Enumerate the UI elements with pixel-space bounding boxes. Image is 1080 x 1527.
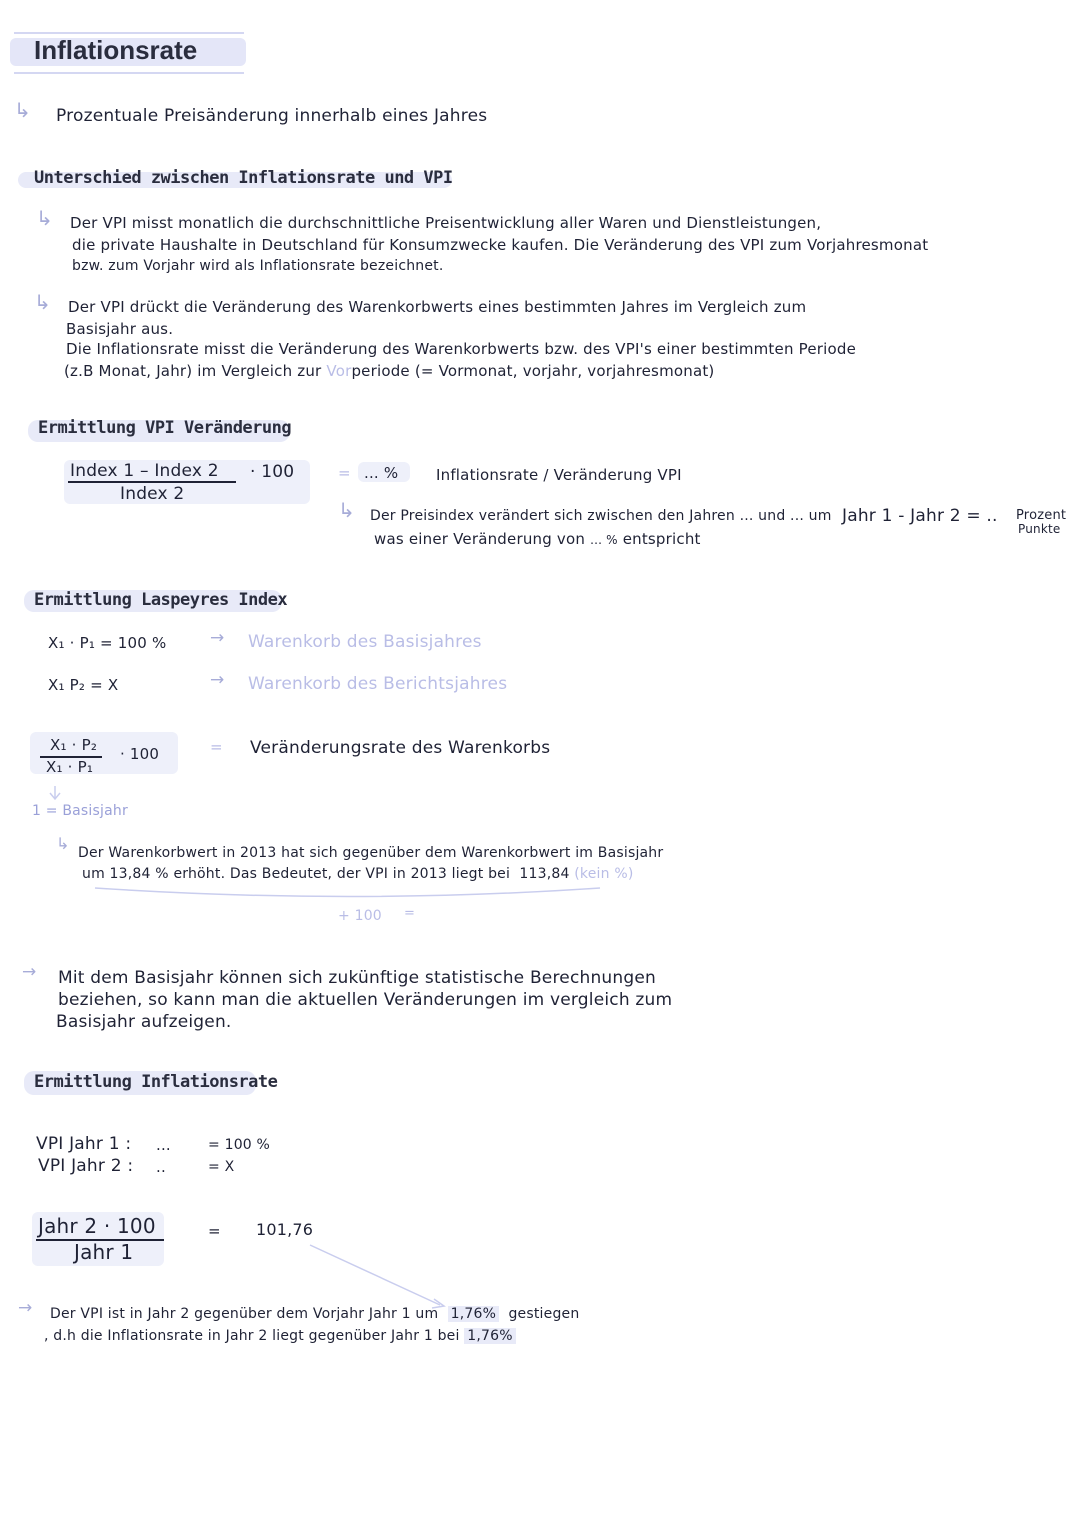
vpi-fraction-line xyxy=(68,481,236,483)
section3-heading: Ermittlung Laspeyres Index xyxy=(34,590,288,610)
vpi-note-unit2: Punkte xyxy=(1018,522,1061,536)
laspeyres-example-plus100: + 100 xyxy=(338,908,382,924)
s1-p1-line3: bzw. zum Vorjahr wird als Inflationsrate bezeichnet. xyxy=(72,258,444,274)
page-title: Inflationsrate xyxy=(34,35,198,65)
right-arrow-icon: → xyxy=(210,670,225,690)
laspeyres-fraction-label: Veränderungsrate des Warenkorbs xyxy=(250,738,551,758)
final-line2-value: 1,76% xyxy=(464,1328,515,1344)
final-line1-value: 1,76% xyxy=(448,1306,499,1322)
final-line2 xyxy=(44,1328,516,1344)
s1-p2-line1: Der VPI drückt die Veränderung des Warenkorbwerts eines bestimmten Jahres im Vergleich zum xyxy=(68,298,807,316)
s1-p2-line2: Basisjahr aus. xyxy=(66,320,174,338)
inflation-row2-value: = X xyxy=(208,1159,235,1175)
vpi-equals: = xyxy=(338,464,351,482)
return-arrow-icon: ↳ xyxy=(34,290,51,314)
inflation-row2-dots: .. xyxy=(156,1158,166,1176)
section1-heading: Unterschied zwischen Inflationsrate und VPI xyxy=(34,168,453,188)
s1-p2-line4-a: (z.B Monat, Jahr) im Vergleich zur xyxy=(64,362,322,380)
vpi-note-line2-a: was einer Veränderung von xyxy=(374,530,586,548)
laspeyres-example-line2 xyxy=(82,866,633,882)
return-arrow-icon: ↳ xyxy=(338,498,355,522)
laspeyres-row1-formula: X₁ · P₁ = 100 % xyxy=(48,634,167,652)
inflation-fraction-denominator: Jahr 1 xyxy=(74,1240,134,1264)
laspeyres-example-equals: = xyxy=(404,906,416,921)
return-arrow-icon: ↳ xyxy=(36,206,53,230)
definition-text: Prozentuale Preisänderung innerhalb eines Jahres xyxy=(56,106,488,126)
inflation-fraction-numerator: Jahr 2 · 100 xyxy=(38,1214,156,1238)
laspeyres-row2-label: Warenkorb des Berichtsjahres xyxy=(248,674,508,694)
vpi-formula-multiplier: · 100 xyxy=(250,462,295,482)
final-line1-c: gestiegen xyxy=(508,1306,580,1322)
basisjahr-note: 1 = Basisjahr xyxy=(32,803,128,819)
vpi-note-line2-c: entspricht xyxy=(622,530,701,548)
final-line1-a: Der VPI ist in Jahr 2 gegenüber dem Vorjahr Jahr 1 um xyxy=(50,1306,439,1322)
vpi-note-formula: Jahr 1 - Jahr 2 = .. xyxy=(842,506,998,526)
basis-down-arrow xyxy=(50,786,60,799)
s1-p2-line4-c: periode (= Vormonat, vorjahr, vorjahresmonat) xyxy=(351,362,715,380)
laspeyres-example-line2-a: um 13,84 % erhöht. Das Bedeutet, der VPI in 2013 liegt bei xyxy=(82,866,511,882)
right-arrow-icon: → xyxy=(22,962,37,982)
s1-p1-line2: die private Haushalte in Deutschland für Konsumzwecke kaufen. Die Veränderung des VPI zum Vorjahresmonat xyxy=(72,236,929,254)
inflation-row1-value: = 100 % xyxy=(208,1137,271,1153)
s1-p2-line3: Die Inflationsrate misst die Veränderung des Warenkorbwerts bzw. des VPI's einer bestimmten Periode xyxy=(66,340,857,358)
laspeyres-example-line1: Der Warenkorbwert in 2013 hat sich gegenüber dem Warenkorbwert im Basisjahr xyxy=(78,845,664,861)
inflation-row2-label: VPI Jahr 2 : xyxy=(38,1156,134,1176)
title-top-line xyxy=(14,32,244,34)
conclusion-line1: Mit dem Basisjahr können sich zukünftige statistische Berechnungen xyxy=(58,968,657,988)
vpi-formula-numerator: Index 1 – Index 2 xyxy=(70,461,219,481)
example-underline-curve xyxy=(95,888,600,897)
inflation-row1-dots: ... xyxy=(156,1136,171,1154)
return-arrow-icon: ↳ xyxy=(56,834,70,853)
s1-p1-line1: Der VPI misst monatlich die durchschnittliche Preisentwicklung aller Waren und Dienstleistungen, xyxy=(70,214,822,232)
vpi-result: ... % xyxy=(364,464,399,482)
laspeyres-example-value: 113,84 xyxy=(519,866,570,882)
laspeyres-equals: = xyxy=(210,738,223,756)
laspeyres-row2-formula: X₁ P₂ = X xyxy=(48,676,119,694)
laspeyres-example-kein: (kein %) xyxy=(574,866,634,882)
laspeyres-fraction-denominator: X₁ · P₁ xyxy=(46,758,94,776)
s1-p2-line4 xyxy=(64,362,714,380)
vpi-note-line1: Der Preisindex verändert sich zwischen den Jahren ... und ... um xyxy=(370,508,832,524)
section4-heading: Ermittlung Inflationsrate xyxy=(34,1072,278,1092)
conclusion-line3: Basisjahr aufzeigen. xyxy=(56,1012,232,1032)
laspeyres-row1-label: Warenkorb des Basisjahres xyxy=(248,632,482,652)
laspeyres-fraction-multiplier: · 100 xyxy=(120,745,160,763)
right-arrow-icon: → xyxy=(210,628,225,648)
section2-heading: Ermittlung VPI Veränderung xyxy=(38,418,292,438)
return-arrow-icon: ↳ xyxy=(14,98,31,122)
vpi-note-line2-b: ... % xyxy=(590,533,618,547)
title-bottom-line xyxy=(14,72,244,74)
inflation-row1-label: VPI Jahr 1 : xyxy=(36,1134,132,1154)
final-line2-a: , d.h die Inflationsrate in Jahr 2 liegt gegenüber Jahr 1 bei xyxy=(44,1328,460,1344)
conclusion-line2: beziehen, so kann man die aktuellen Veränderungen im vergleich zum xyxy=(58,990,673,1010)
inflation-equals: = xyxy=(208,1222,221,1240)
laspeyres-fraction-numerator: X₁ · P₂ xyxy=(50,736,98,754)
result-connector-line xyxy=(310,1245,440,1305)
inflation-result: 101,76 xyxy=(256,1220,314,1239)
final-line1 xyxy=(50,1306,579,1322)
vpi-formula-denominator: Index 2 xyxy=(120,484,185,504)
s1-p2-line4-vor: Vor xyxy=(326,362,352,380)
vpi-result-label: Inflationsrate / Veränderung VPI xyxy=(436,466,682,484)
right-arrow-icon: → xyxy=(18,1298,33,1318)
vpi-note-line2 xyxy=(374,530,701,548)
vpi-note-unit1: Prozent xyxy=(1016,508,1067,523)
